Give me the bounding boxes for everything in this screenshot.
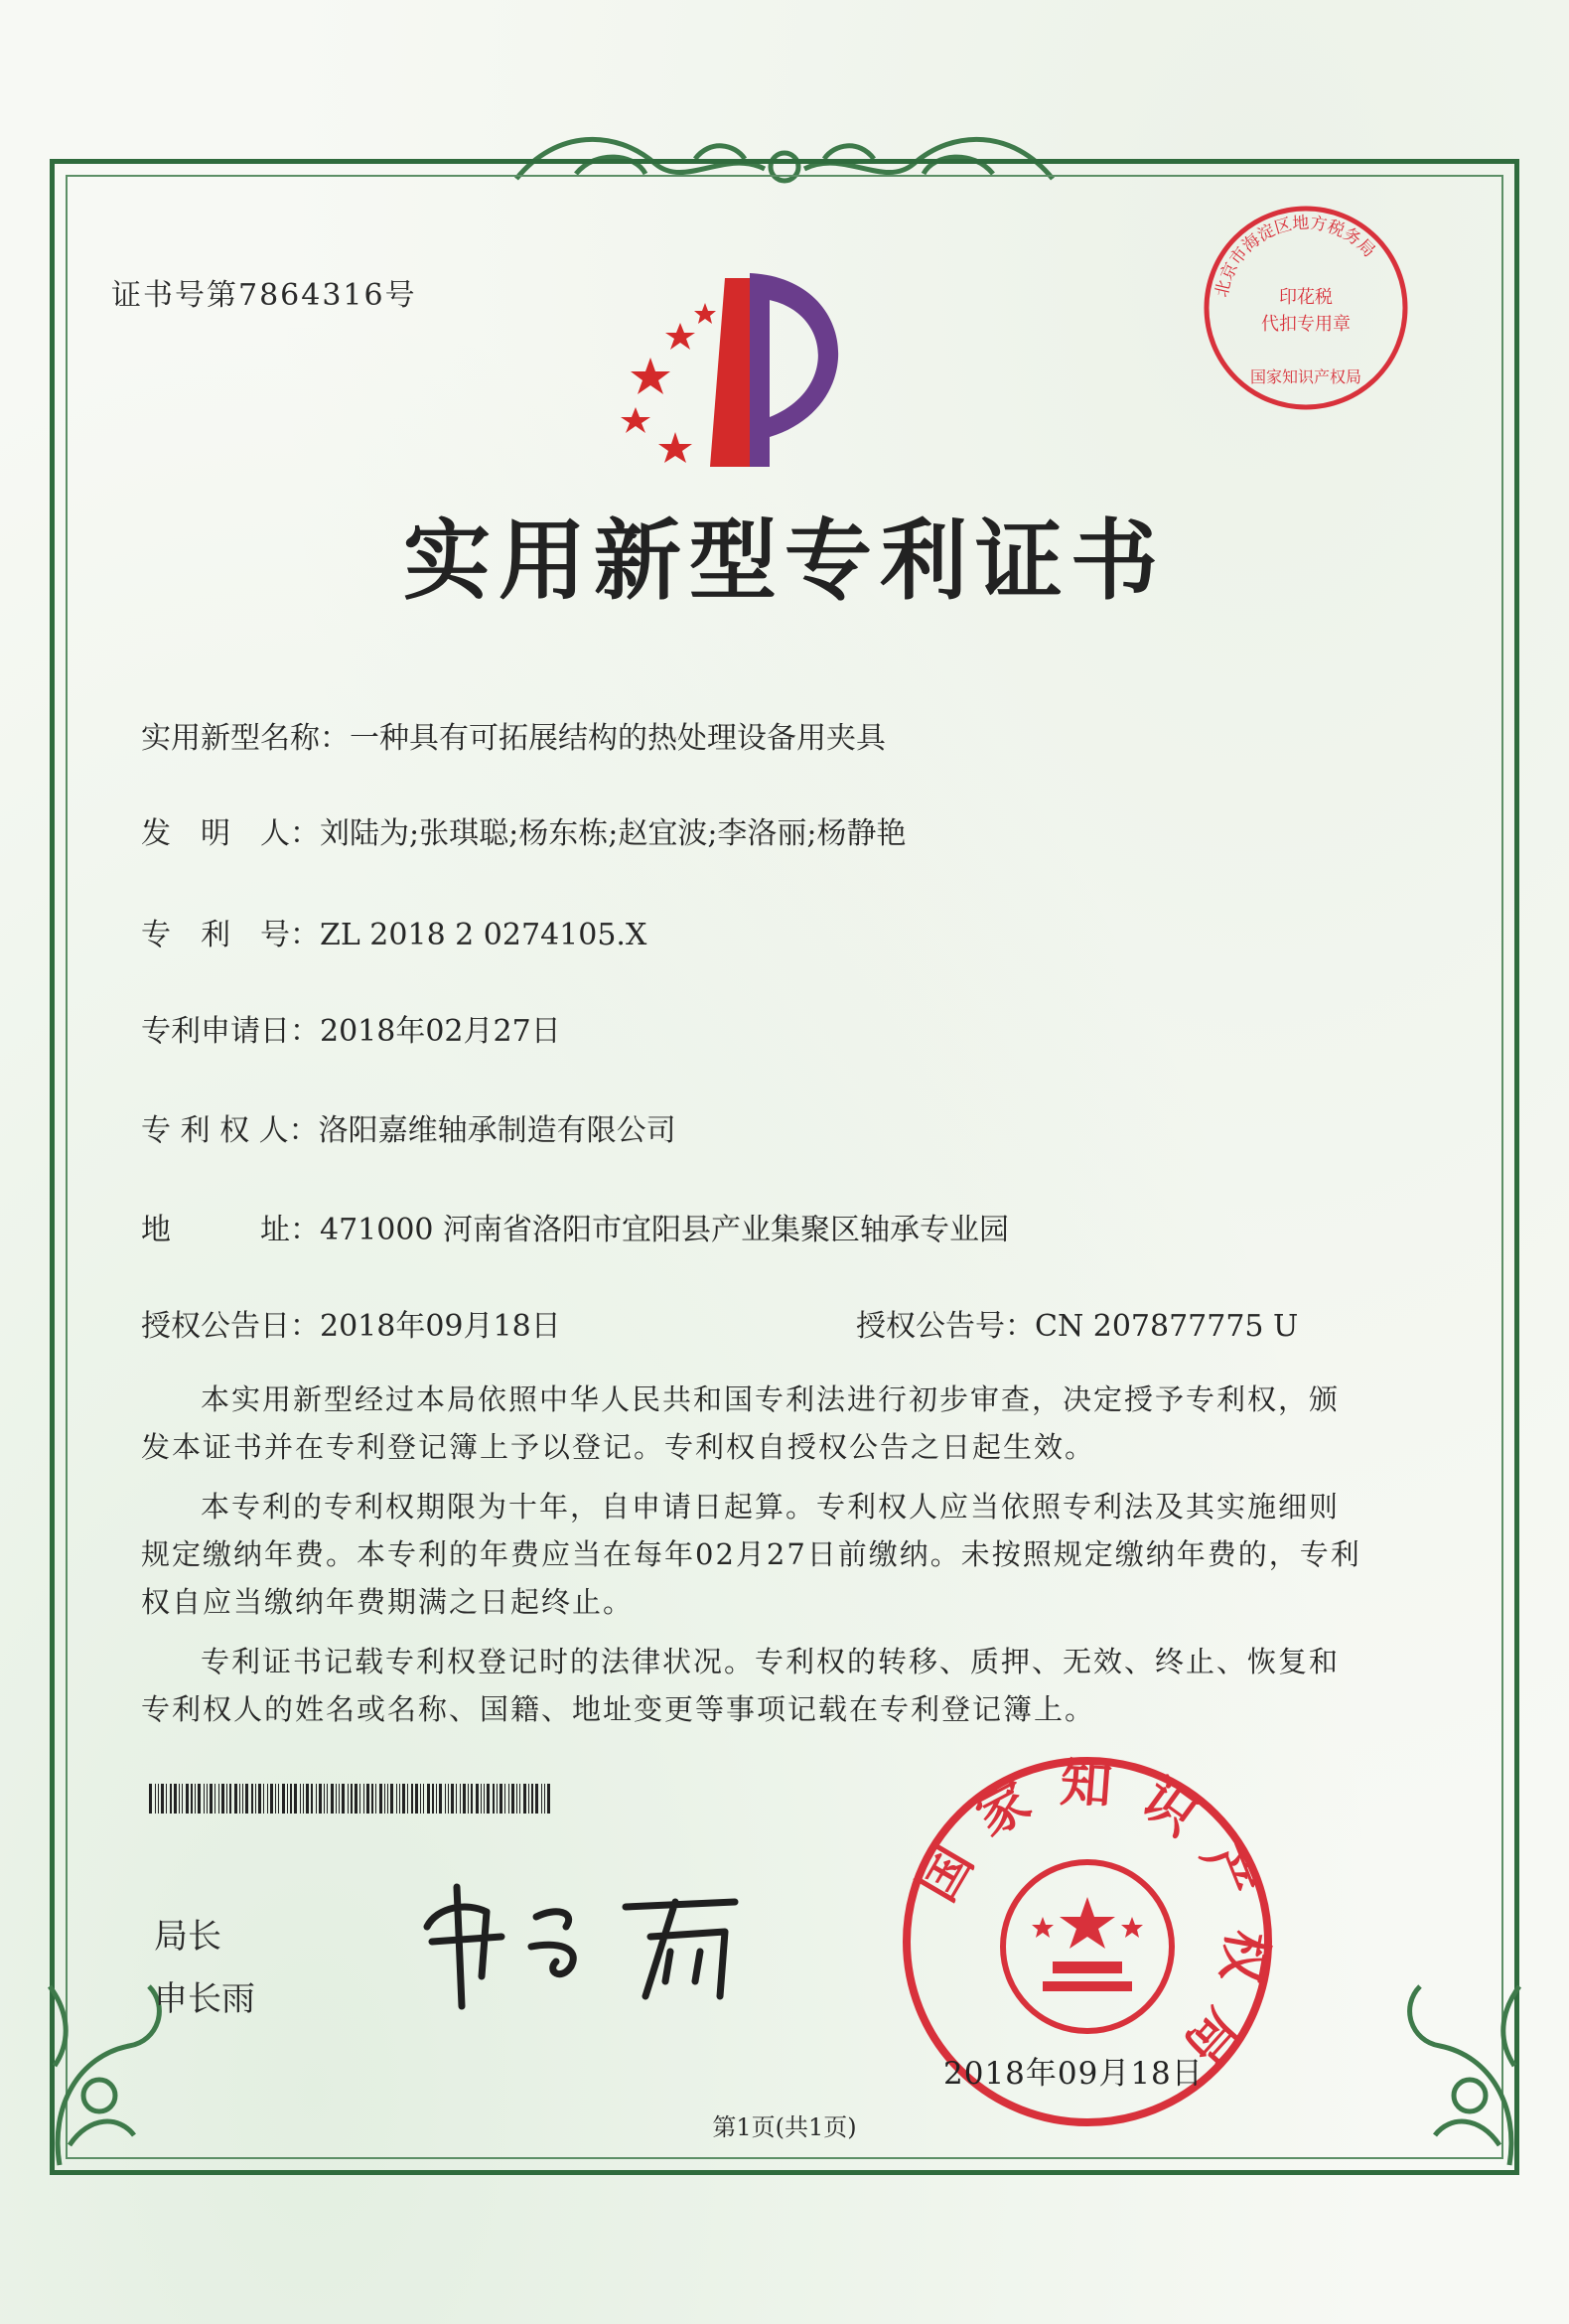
- certificate-number: 证书号第7864316号: [111, 278, 417, 313]
- barcode-bar: [432, 1784, 434, 1814]
- tax-stamp-bottom: 国家知识产权局: [1249, 367, 1362, 386]
- barcode-bar: [420, 1784, 421, 1814]
- field-address-label: 地 址：: [141, 1213, 320, 1247]
- barcode-bar: [170, 1784, 172, 1814]
- tax-stamp-seal: [1197, 199, 1415, 417]
- director-name: 申长雨: [154, 1979, 255, 2019]
- barcode-bar: [541, 1784, 542, 1814]
- barcode-bar: [504, 1784, 505, 1814]
- barcode-bar: [468, 1784, 469, 1814]
- barcode-bar: [487, 1784, 490, 1814]
- barcode-bar: [174, 1784, 177, 1814]
- barcode-bar: [379, 1784, 382, 1814]
- barcode-bar: [399, 1784, 400, 1814]
- barcode-bar: [316, 1784, 317, 1814]
- barcode-bar: [327, 1784, 328, 1814]
- barcode-bar: [258, 1784, 261, 1814]
- barcode-bar: [204, 1784, 205, 1814]
- barcode-bar: [476, 1784, 479, 1814]
- barcode-bar: [390, 1784, 393, 1814]
- field-inventors-label: 发 明 人：: [141, 816, 320, 851]
- barcode-bar: [229, 1784, 231, 1814]
- cnipa-emblem: [611, 268, 859, 497]
- barcode-bar: [497, 1784, 498, 1814]
- barcode-bar: [407, 1784, 408, 1814]
- barcode-bar: [239, 1784, 240, 1814]
- barcode-bar: [207, 1784, 208, 1814]
- field-patent-no-label: 专 利 号：: [141, 918, 320, 952]
- tax-stamp-line1: 印花税: [1279, 287, 1333, 308]
- field-application-date-label: 专利申请日：: [141, 1014, 320, 1049]
- barcode-bar: [294, 1784, 297, 1814]
- field-grant-date: [141, 1301, 561, 1345]
- barcode-bar: [234, 1784, 237, 1814]
- barcode-bar: [306, 1784, 309, 1814]
- svg-text:北京市海淀区地方税务局: 北京市海淀区地方税务局: [1212, 213, 1379, 300]
- barcode-bar: [359, 1784, 360, 1814]
- barcode-bar: [282, 1784, 285, 1814]
- field-patent-no-value: ZL 2018 2 0274105.X: [320, 918, 647, 952]
- field-patent-no: [141, 910, 646, 953]
- barcode-bar: [191, 1784, 193, 1814]
- barcode-bar: [155, 1784, 156, 1814]
- director-title: 局长: [154, 1917, 221, 1957]
- barcode-bar: [221, 1784, 224, 1814]
- barcode-bar: [439, 1784, 442, 1814]
- barcode-bar: [508, 1784, 509, 1814]
- field-patentee-label: 专 利 权 人：: [141, 1113, 319, 1148]
- barcode-bar: [481, 1784, 482, 1814]
- barcode-bar: [423, 1784, 424, 1814]
- barcode-bar: [363, 1784, 364, 1814]
- barcode-bar: [278, 1784, 279, 1814]
- barcode-bar: [218, 1784, 219, 1814]
- barcode-bar: [531, 1784, 533, 1814]
- barcode-bar: [384, 1784, 385, 1814]
- barcode-bar: [214, 1784, 215, 1814]
- barcode-bar: [158, 1784, 159, 1814]
- barcode-bar: [179, 1784, 180, 1814]
- field-grant-date-value: 2018年09月18日: [320, 1309, 561, 1344]
- field-address: [141, 1205, 1009, 1248]
- field-application-date-value: 2018年02月27日: [320, 1014, 561, 1049]
- field-grant-no: [856, 1301, 1298, 1345]
- field-name-label: 实用新型名称：: [141, 721, 350, 756]
- barcode-bar: [336, 1784, 337, 1814]
- field-patentee-value: 洛阳嘉维轴承制造有限公司: [318, 1113, 676, 1148]
- barcode-bar: [263, 1784, 264, 1814]
- barcode-bar: [375, 1784, 376, 1814]
- barcode-bar: [484, 1784, 485, 1814]
- barcode-bar: [186, 1784, 189, 1814]
- barcode-bar: [303, 1784, 304, 1814]
- barcode-bar: [493, 1784, 495, 1814]
- barcode-bar: [460, 1784, 461, 1814]
- field-grant-no-value: CN 207877775 U: [1035, 1309, 1299, 1344]
- barcode-bar: [371, 1784, 373, 1814]
- barcode-bar: [511, 1784, 514, 1814]
- barcode-bar: [324, 1784, 325, 1814]
- barcode-bar: [499, 1784, 502, 1814]
- barcode-bar: [387, 1784, 388, 1814]
- barcode-bar: [366, 1784, 369, 1814]
- barcode-bar: [415, 1784, 418, 1814]
- barcode-bar: [226, 1784, 227, 1814]
- barcode-bar: [331, 1784, 334, 1814]
- barcode-bar: [210, 1784, 213, 1814]
- barcode-bar: [195, 1784, 196, 1814]
- barcode-bar: [275, 1784, 276, 1814]
- paragraph-1: 本实用新型经过本局依照中华人民共和国专利法进行初步审查，决定授予专利权，颁发本证书并在专利登记簿上予以登记。专利权自授权公告之日起生效。: [141, 1382, 1341, 1464]
- field-name: [141, 713, 886, 757]
- barcode-bar: [448, 1784, 449, 1814]
- barcode-bar: [287, 1784, 288, 1814]
- barcode-bar: [290, 1784, 292, 1814]
- field-patentee: [141, 1105, 676, 1149]
- field-address-value: 471000 河南省洛阳市宜阳县产业集聚区轴承专业园: [320, 1213, 1010, 1247]
- barcode-bar: [270, 1784, 273, 1814]
- barcode-bar: [198, 1784, 201, 1814]
- barcode-bar: [411, 1784, 413, 1814]
- field-application-date: [141, 1006, 561, 1050]
- paragraph-2: 本专利的专利权期限为十年，自申请日起算。专利权人应当依照专利法及其实施细则规定缴纳年费。本专利的年费应当在每年02月27日前缴纳。未按照规定缴纳年费的，专利权自应当缴纳年费期满之日起终止。: [141, 1490, 1361, 1619]
- page-number: 第1页(共1页): [712, 2113, 857, 2141]
- barcode-bar: [436, 1784, 437, 1814]
- barcode-bar: [519, 1784, 520, 1814]
- barcode-bar: [161, 1784, 164, 1814]
- barcode-bar: [166, 1784, 167, 1814]
- barcode-bar: [245, 1784, 248, 1814]
- barcode-bar: [535, 1784, 538, 1814]
- field-grant-no-label: 授权公告号：: [856, 1309, 1035, 1344]
- barcode-bar: [516, 1784, 517, 1814]
- svg-text:国家知识产权局: 国家知识产权局: [907, 1753, 1277, 2096]
- barcode-bar: [544, 1784, 545, 1814]
- barcode-bar: [402, 1784, 405, 1814]
- barcode-bar: [348, 1784, 349, 1814]
- barcode-bar: [182, 1784, 183, 1814]
- barcode: [149, 1784, 556, 1814]
- certificate-body: [141, 1376, 1362, 1745]
- field-grant-date-label: 授权公告日：: [141, 1309, 320, 1344]
- tax-stamp-line2: 代扣专用章: [1261, 314, 1351, 335]
- barcode-bar: [396, 1784, 397, 1814]
- barcode-bar: [149, 1784, 152, 1814]
- barcode-bar: [528, 1784, 529, 1814]
- barcode-bar: [342, 1784, 345, 1814]
- field-inventors-value: 刘陆为;张琪聪;杨东栋;赵宜波;李洛丽;杨静艳: [320, 816, 907, 851]
- barcode-bar: [427, 1784, 430, 1814]
- barcode-bar: [242, 1784, 243, 1814]
- barcode-bar: [451, 1784, 454, 1814]
- seal-date: 2018年09月18日: [943, 2056, 1204, 2092]
- director-signature: [407, 1867, 765, 2016]
- field-name-value: 一种具有可拓展结构的热处理设备用夹具: [350, 721, 886, 756]
- barcode-bar: [339, 1784, 340, 1814]
- barcode-bar: [255, 1784, 256, 1814]
- barcode-bar: [463, 1784, 466, 1814]
- barcode-bar: [351, 1784, 353, 1814]
- barcode-bar: [251, 1784, 253, 1814]
- barcode-bar: [445, 1784, 446, 1814]
- field-inventors: [141, 808, 907, 852]
- barcode-bar: [547, 1784, 550, 1814]
- certificate-title: 实用新型专利证书: [402, 509, 1166, 612]
- barcode-bar: [267, 1784, 268, 1814]
- barcode-bar: [456, 1784, 457, 1814]
- barcode-bar: [523, 1784, 526, 1814]
- barcode-bar: [471, 1784, 473, 1814]
- paragraph-3: 专利证书记载专利权登记时的法律状况。专利权的转移、质押、无效、终止、恢复和专利权人的姓名或名称、国籍、地址变更等事项记载在专利登记簿上。: [141, 1645, 1341, 1726]
- barcode-bar: [311, 1784, 313, 1814]
- barcode-bar: [355, 1784, 357, 1814]
- barcode-bar: [300, 1784, 301, 1814]
- barcode-bar: [319, 1784, 322, 1814]
